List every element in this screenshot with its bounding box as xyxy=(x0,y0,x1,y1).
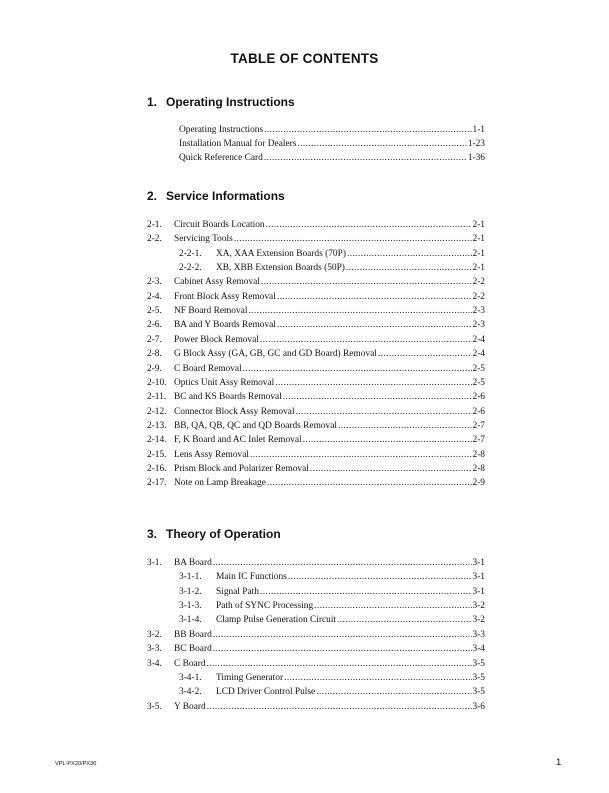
entry-page: 3-6 xyxy=(472,701,485,712)
entry-label: Quick Reference Card xyxy=(179,153,263,163)
entry-page: 2-5 xyxy=(472,377,485,388)
leader-dots xyxy=(264,124,471,136)
leader-dots xyxy=(275,377,471,389)
entry-label: Connector Block Assy Removal xyxy=(174,406,295,417)
toc-entry[interactable] xyxy=(147,291,485,303)
entry-number: 2-3. xyxy=(147,277,162,288)
toc-entry[interactable] xyxy=(147,377,485,389)
leader-dots xyxy=(243,363,472,375)
entry-number: 2-10. xyxy=(147,377,167,388)
entry-page: 3-5 xyxy=(472,687,485,698)
entry-label: BA Board xyxy=(174,558,212,568)
toc-entry[interactable] xyxy=(147,262,485,274)
toc-entry[interactable] xyxy=(147,363,485,375)
entry-label: Installation Manual for Dealers xyxy=(179,139,297,149)
entry-number: 2-2-1. xyxy=(179,248,202,259)
entry-label: Main IC Functions xyxy=(216,572,287,583)
entry-page: 2-8 xyxy=(472,463,485,474)
entry-number: 3-1-2. xyxy=(179,586,202,597)
entry-label: BB Board xyxy=(174,629,212,640)
leader-dots xyxy=(296,406,472,418)
leader-dots xyxy=(207,701,472,713)
toc-entry[interactable] xyxy=(147,305,485,317)
entry-label: XA, XAA Extension Boards (70P) xyxy=(216,248,346,259)
entry-label: Prism Block and Polarizer Removal xyxy=(174,463,309,474)
entry-number: 2-2-2. xyxy=(179,263,202,274)
section-number: 2. xyxy=(147,189,158,203)
entry-label: BA and Y Boards Removal xyxy=(174,320,276,331)
entry-label: Servicing Tools xyxy=(174,234,233,245)
entry-label: C Board Removal xyxy=(174,363,242,374)
toc-entry[interactable] xyxy=(147,586,485,598)
entry-number: 2-14. xyxy=(147,435,167,446)
leader-dots xyxy=(267,477,472,489)
entry-number: 2-9. xyxy=(147,363,162,374)
toc-entry[interactable] xyxy=(147,348,485,360)
entry-page: 3-1 xyxy=(472,586,485,597)
leader-dots xyxy=(347,248,472,260)
entry-number: 2-8. xyxy=(147,349,162,360)
entry-page: 2-4 xyxy=(472,334,485,345)
toc-entry[interactable] xyxy=(147,477,485,489)
leader-dots xyxy=(277,291,472,303)
entry-number: 2-6. xyxy=(147,320,162,331)
leader-dots xyxy=(213,643,472,655)
toc-entry[interactable] xyxy=(147,319,485,331)
section-title: Theory of Operation xyxy=(166,527,281,541)
entry-page: 3-2 xyxy=(472,601,485,611)
entry-number: 2-11. xyxy=(147,392,167,403)
toc-entry[interactable] xyxy=(179,138,485,150)
leader-dots xyxy=(250,449,472,461)
entry-label: LCD Driver Control Pulse xyxy=(216,687,316,698)
entry-number: 2-1. xyxy=(147,220,162,230)
toc-entry[interactable] xyxy=(147,233,485,245)
toc-entry[interactable] xyxy=(147,406,485,418)
entry-number: 2-13. xyxy=(147,420,167,431)
leader-dots xyxy=(261,276,472,288)
entry-page: 3-1 xyxy=(472,572,485,583)
footer-page-number: 1 xyxy=(556,757,562,768)
toc-entry[interactable] xyxy=(179,124,485,136)
entry-page: 2-1 xyxy=(472,248,485,259)
entry-number: 3-1-4. xyxy=(179,615,202,626)
section-title: Service Informations xyxy=(166,189,285,203)
entry-label: BC Board xyxy=(174,644,212,655)
entry-page: 3-4 xyxy=(472,644,485,655)
entry-number: 3-4-2. xyxy=(179,687,202,698)
entry-label: Circuit Boards Location xyxy=(174,220,265,230)
entry-page: 2-8 xyxy=(472,449,485,460)
entry-label: NF Board Removal xyxy=(174,306,248,317)
entry-number: 3-4. xyxy=(147,658,162,669)
entry-page: 2-2 xyxy=(472,291,485,302)
page-title: TABLE OF CONTENTS xyxy=(230,51,379,66)
leader-dots xyxy=(234,233,472,245)
entry-number: 3-1. xyxy=(147,558,162,568)
entry-label: Timing Generator xyxy=(216,672,284,683)
entry-page: 2-9 xyxy=(472,478,485,489)
entry-number: 2-15. xyxy=(147,449,167,460)
entry-label: Power Block Removal xyxy=(174,334,259,345)
entry-page: 2-1 xyxy=(472,234,485,245)
toc-entry[interactable] xyxy=(147,391,485,403)
leader-dots xyxy=(378,348,472,360)
footer-model-number: VPL-PX20/PX30 xyxy=(55,761,97,767)
entry-number: 2-2. xyxy=(147,234,162,245)
leader-dots xyxy=(260,334,472,346)
entry-label: C Board xyxy=(174,658,206,669)
toc-entry[interactable] xyxy=(179,152,485,164)
leader-dots xyxy=(266,219,472,231)
entry-page: 2-3 xyxy=(472,306,485,317)
entry-page: 3-5 xyxy=(472,658,485,669)
leader-dots xyxy=(316,686,471,698)
toc-entry[interactable] xyxy=(147,672,485,684)
leader-dots xyxy=(207,658,472,670)
entry-page: 3-3 xyxy=(472,629,485,640)
entry-label: Y Board xyxy=(174,701,206,712)
toc-entry[interactable] xyxy=(147,248,485,260)
toc-entry[interactable] xyxy=(147,420,485,432)
entry-page: 3-1 xyxy=(472,558,485,568)
entry-page: 1-36 xyxy=(467,153,485,163)
entry-number: 2-17. xyxy=(147,478,167,489)
toc-entry[interactable] xyxy=(147,219,485,231)
entry-number: 3-5. xyxy=(147,701,162,712)
entry-label: Clamp Pulse Generation Circuit xyxy=(216,615,337,626)
entry-label: XB, XBB Extension Boards (50P) xyxy=(216,263,345,274)
entry-label: F, K Board and AC Inlet Removal xyxy=(174,435,302,446)
leader-dots xyxy=(310,463,472,475)
leader-dots xyxy=(338,420,471,432)
entry-label: G Block Assy (GA, GB, GC and GD Board) Removal xyxy=(174,349,377,360)
entry-number: 2-16. xyxy=(147,463,167,474)
entry-page: 2-5 xyxy=(472,363,485,374)
section-heading-1 xyxy=(147,95,295,109)
toc-entry[interactable] xyxy=(147,334,485,346)
entry-label: Note on Lamp Breakage xyxy=(174,478,266,489)
entry-page: 2-1 xyxy=(472,263,485,274)
entry-page: 2-6 xyxy=(472,392,485,403)
leader-dots xyxy=(260,586,472,598)
leader-dots xyxy=(314,600,471,612)
leader-dots xyxy=(264,152,467,164)
leader-dots xyxy=(346,262,472,274)
section-heading-3 xyxy=(147,527,281,541)
toc-entry[interactable] xyxy=(147,434,485,446)
leader-dots xyxy=(284,672,471,684)
entry-label: Optics Unit Assy Removal xyxy=(174,377,275,388)
toc-entry[interactable] xyxy=(147,557,485,569)
entry-number: 2-4. xyxy=(147,291,162,302)
entry-number: 3-4-1. xyxy=(179,672,202,683)
toc-entry[interactable] xyxy=(147,571,485,583)
entry-number: 3-1-1. xyxy=(179,572,202,583)
entry-number: 3-3. xyxy=(147,644,162,655)
leader-dots xyxy=(288,571,472,583)
entry-label: Front Block Assy Removal xyxy=(174,291,276,302)
entry-label: Operating Instructions xyxy=(179,125,264,135)
entry-page: 1-23 xyxy=(467,139,485,149)
leader-dots xyxy=(337,614,471,626)
leader-dots xyxy=(277,319,472,331)
entry-page: 3-2 xyxy=(472,615,485,626)
entry-page: 2-2 xyxy=(472,277,485,288)
toc-entry[interactable] xyxy=(147,600,485,612)
entry-number: 2-12. xyxy=(147,406,167,417)
entry-number: 3-1-3. xyxy=(179,601,202,611)
leader-dots xyxy=(213,629,472,641)
entry-page: 2-7 xyxy=(472,420,485,431)
toc-entry[interactable] xyxy=(147,643,485,655)
entry-number: 3-2. xyxy=(147,629,162,640)
leader-dots xyxy=(248,305,471,317)
toc-entry[interactable] xyxy=(147,449,485,461)
entry-page: 3-5 xyxy=(472,672,485,683)
entry-label: Path of SYNC Processing xyxy=(216,601,314,611)
section-number: 3. xyxy=(147,527,158,541)
entry-page: 1-1 xyxy=(472,125,485,135)
entry-page: 2-6 xyxy=(472,406,485,417)
toc-entry[interactable] xyxy=(147,629,485,641)
toc-entry[interactable] xyxy=(147,463,485,475)
leader-dots xyxy=(297,138,466,150)
entry-label: BC and KS Boards Removal xyxy=(174,392,282,403)
entry-number: 2-7. xyxy=(147,334,162,345)
section-heading-2 xyxy=(147,189,285,203)
toc-entry[interactable] xyxy=(147,658,485,670)
entry-label: BB, QA, QB, QC and QD Boards Removal xyxy=(174,420,338,431)
leader-dots xyxy=(303,434,472,446)
section-title: Operating Instructions xyxy=(166,95,295,109)
toc-entry[interactable] xyxy=(147,686,485,698)
toc-entry[interactable] xyxy=(147,276,485,288)
entry-label: Cabinet Assy Removal xyxy=(174,277,260,288)
entry-number: 2-5. xyxy=(147,306,162,317)
entry-label: Signal Path xyxy=(216,586,259,597)
entry-page: 2-4 xyxy=(472,349,485,360)
entry-label: Lens Assy Removal xyxy=(174,449,249,460)
entry-page: 2-3 xyxy=(472,320,485,331)
section-number: 1. xyxy=(147,95,158,109)
toc-entry[interactable] xyxy=(147,701,485,713)
entry-page: 2-1 xyxy=(472,220,485,230)
leader-dots xyxy=(213,557,472,569)
toc-entry[interactable] xyxy=(147,614,485,626)
entry-page: 2-7 xyxy=(472,435,485,446)
leader-dots xyxy=(283,391,472,403)
